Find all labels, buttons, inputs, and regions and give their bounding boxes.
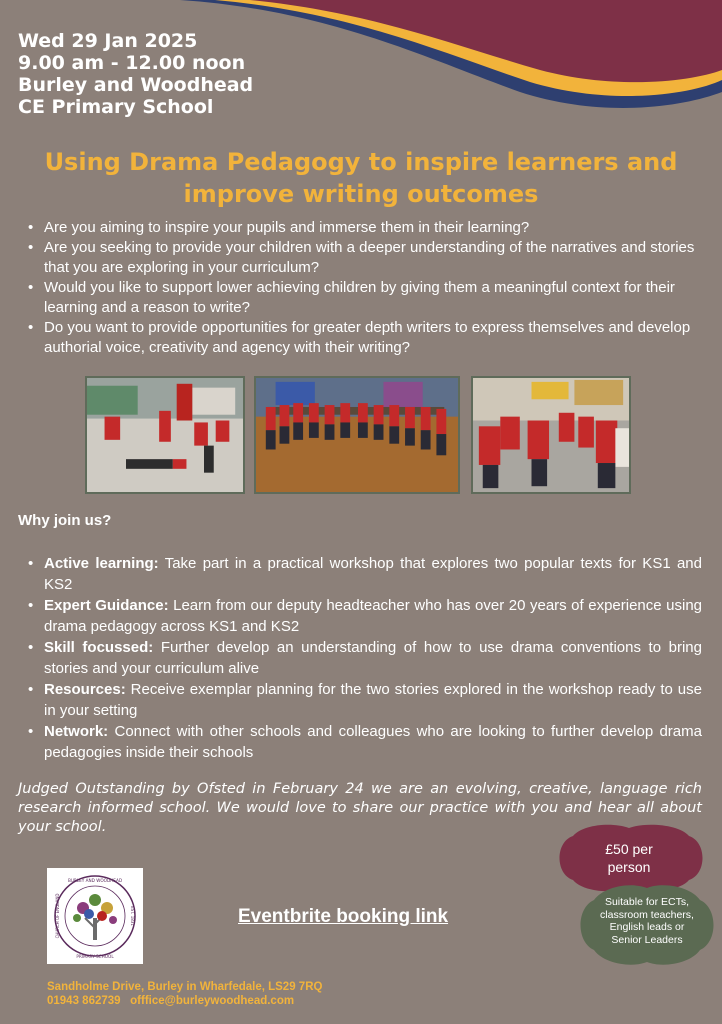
intro-question: • Would you like to support lower achieving children by giving them a meaningful context for their learning and a reason to write? [28,278,710,318]
school-address [47,980,322,1008]
title-line1: Using Drama Pedagogy to inspire learners and [44,148,678,176]
why-item-text: Take part in a practical workshop that explores two popular texts for KS1 and KS2 [44,555,702,593]
logo-right-text: EST. 1831 [130,906,135,926]
why-item-label: Skill focussed: [44,639,154,656]
audience-line4: Senior Leaders [611,933,683,946]
title-line2: improve writing outcomes [183,180,539,208]
intro-question-list [28,218,710,358]
audience-text [576,896,718,946]
logo-top-text: BURLEY AND WOODHEAD [67,878,123,883]
logo-bottom-text: PRIMARY SCHOOL [76,954,114,959]
audience-line3: English leads or [609,921,685,933]
why-item-label: Network: [44,723,109,740]
logo-left-text: CHURCH OF ENGLAND [55,893,60,939]
why-item-label: Resources: [44,681,126,698]
photo-drama-floor [85,376,245,494]
photo-strip [85,376,635,494]
email-address[interactable]: offfice@burleywoodhead.com [130,995,295,1007]
phone-number: 01943 862739 [47,995,121,1007]
why-item-text: Receive exemplar planning for the two stories explored in the workshop ready to use in your setting [44,681,702,719]
price-text [553,840,705,876]
price-line2: person [607,859,651,875]
why-item [28,679,702,721]
event-date: Wed 29 Jan 2025 [18,30,198,52]
why-item-text: Connect with other schools and colleagues who are looking to further develop drama pedagogies inside their schools [44,723,702,761]
why-item [28,721,702,763]
why-item [28,553,702,595]
school-logo [47,868,143,964]
why-item [28,637,702,679]
why-item-text: Further develop an understanding of how to use drama conventions to bring stories and your curriculum alive [44,639,702,677]
intro-question: • Are you aiming to inspire your pupils and immerse them in their learning? [28,218,710,238]
event-time: 9.00 am - 12.00 noon [18,52,246,74]
address-line: Sandholme Drive, Burley in Wharfedale, LS29 7RQ [47,981,323,993]
page-title [20,146,702,210]
intro-question: • Are you seeking to provide your children with a deeper understanding of the narratives and stories that you are exploring in your curriculum? [28,238,710,278]
why-heading: Why join us? [18,512,112,529]
audience-badge [576,882,718,968]
photo-pupils-standing [471,376,631,494]
why-item-text: Learn from our deputy headteacher who has over 20 years of experience using drama pedagogy across KS1 and KS2 [44,597,703,635]
closing-statement: Judged Outstanding by Ofsted in February 24 we are an evolving, creative, language rich research informed school. We would love to share our practice with you and hear all about your school. [18,781,702,835]
audience-line1: Suitable for ECTs, [604,896,690,908]
price-line1: £50 per [605,841,653,857]
intro-question: • Do you want to provide opportunities for greater depth writers to express themselves and develop authorial voice, creativity and agency with their writing? [28,318,710,358]
school-logo-emblem [47,868,143,964]
why-item-label: Expert Guidance: [44,597,169,614]
event-venue-line1: Burley and Woodhead [18,74,254,96]
contact-line [47,994,322,1008]
event-info [18,30,253,118]
why-item-label: Active learning: [44,555,159,572]
why-list [28,553,702,763]
audience-line2: classroom teachers, [600,908,694,921]
event-venue-line2: CE Primary School [18,96,214,118]
why-item [28,595,702,637]
photo-circle-hall [254,376,460,494]
eventbrite-booking-link[interactable]: Eventbrite booking link [238,906,449,927]
